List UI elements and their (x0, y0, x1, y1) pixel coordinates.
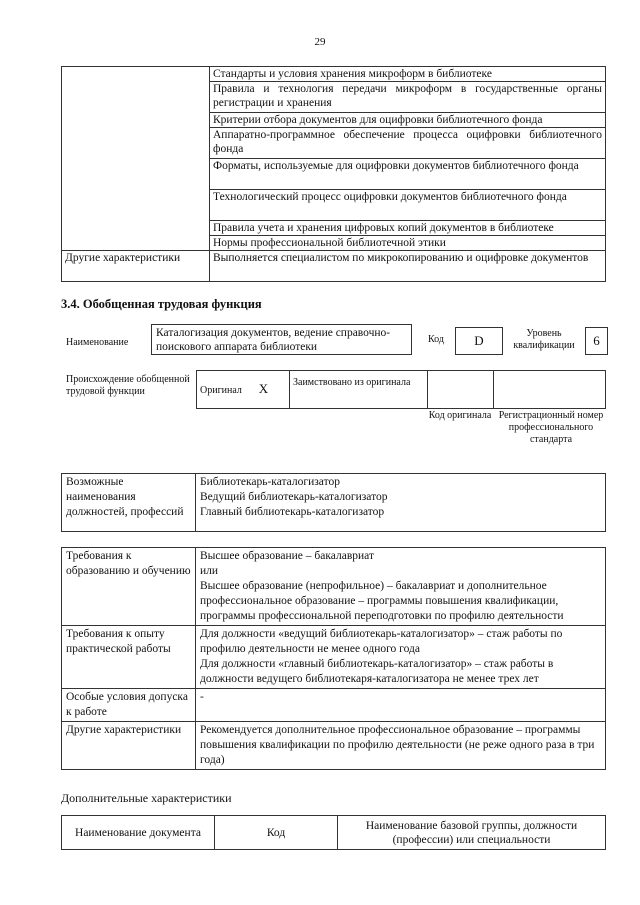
special-conditions-value: - (196, 689, 606, 722)
knowledge-row: Критерии отбора документов для оцифровки библиотечного фонда (210, 113, 606, 128)
knowledge-row: Аппаратно-программное обеспечение процесса оцифровки библиотечного фонда (210, 128, 606, 159)
experience-line: Для должности «ведущий библиотекарь-каталогизатор» – стаж работы по профилю деятельности не менее одного года (200, 628, 563, 655)
other-characteristics-label: Другие характеристики (62, 251, 210, 282)
additional-table (61, 815, 606, 850)
education-label: Требования к образованию и обучению (62, 548, 196, 626)
code-header: Код (215, 816, 338, 850)
knowledge-row: Нормы профессиональной библиотечной этики (210, 236, 606, 251)
page-number: 29 (314, 36, 326, 48)
positions-table (61, 473, 606, 532)
knowledge-row: Правила учета и хранения цифровых копий документов в библиотеке (210, 221, 606, 236)
knowledge-row: Технологический процесс оцифровки документов библиотечного фонда (210, 190, 606, 221)
name-label: Наименование (66, 337, 129, 348)
borrowed-label: Заимствовано из оригинала (290, 371, 428, 409)
position-item: Библиотекарь-каталогизатор (200, 476, 340, 488)
knowledge-row: Форматы, используемые для оцифровки документов библиотечного фонда (210, 159, 606, 190)
education-line: Высшее образование – бакалавриат (200, 550, 374, 562)
original-mark: X (258, 381, 269, 396)
reg-number-cell (494, 371, 606, 409)
original-cell (197, 371, 290, 409)
special-conditions-label: Особые условия допуска к работе (62, 689, 196, 722)
position-item: Ведущий библиотекарь-каталогизатор (200, 491, 388, 503)
positions-label: Возможные наименования должностей, профессий (62, 474, 196, 532)
code-original-caption: Код оригинала (428, 410, 492, 421)
other-label: Другие характеристики (62, 722, 196, 770)
origin-label: Происхождение обобщенной трудовой функции (66, 374, 190, 397)
requirements-table (61, 547, 606, 770)
reg-number-caption: Регистрационный номер профессионального стандарта (498, 410, 604, 445)
origin-table (196, 370, 606, 409)
experience-value (196, 626, 606, 689)
positions-list (196, 474, 606, 532)
education-line: Высшее образование (непрофильное) – бакалавриат и дополнительное профессиональное образование – программы повышения квалификации, программы профессиональной переподготовки по профилю деятельности (200, 580, 564, 622)
code-original-cell (428, 371, 494, 409)
education-line: или (200, 565, 219, 577)
other-value: Рекомендуется дополнительное профессиональное образование – программы повышения квалификации по профилю деятельности (не реже одного раза в три года) (196, 722, 606, 770)
other-characteristics-value: Выполняется специалистом по микрокопированию и оцифровке документов (210, 251, 606, 282)
group-name-header: Наименование базовой группы, должности (профессии) или специальности (338, 816, 606, 850)
code-value: D (455, 327, 503, 355)
knowledge-table (61, 66, 606, 282)
education-value (196, 548, 606, 626)
position-item: Главный библиотекарь-каталогизатор (200, 506, 385, 518)
blank-label-cell (62, 67, 210, 251)
knowledge-row: Правила и технология передачи микроформ в государственные органы регистрации и хранения (210, 82, 606, 113)
original-label: Оригинал (200, 385, 242, 396)
section-title: 3.4. Обобщенная трудовая функция (61, 297, 262, 311)
doc-name-header: Наименование документа (62, 816, 215, 850)
experience-line: Для должности «главный библиотекарь-каталогизатор» – стаж работы в должности ведущего библиотекаря-каталогизатора не менее трех лет (200, 658, 554, 685)
additional-title: Дополнительные характеристики (61, 791, 232, 805)
knowledge-row: Стандарты и условия хранения микроформ в библиотеке (210, 67, 606, 82)
function-name-value: Каталогизация документов, ведение справочно-поискового аппарата библиотеки (151, 324, 412, 355)
level-value: 6 (585, 327, 608, 355)
code-label: Код (428, 334, 444, 345)
experience-label: Требования к опыту практической работы (62, 626, 196, 689)
level-label: Уровень квалификации (513, 328, 575, 351)
